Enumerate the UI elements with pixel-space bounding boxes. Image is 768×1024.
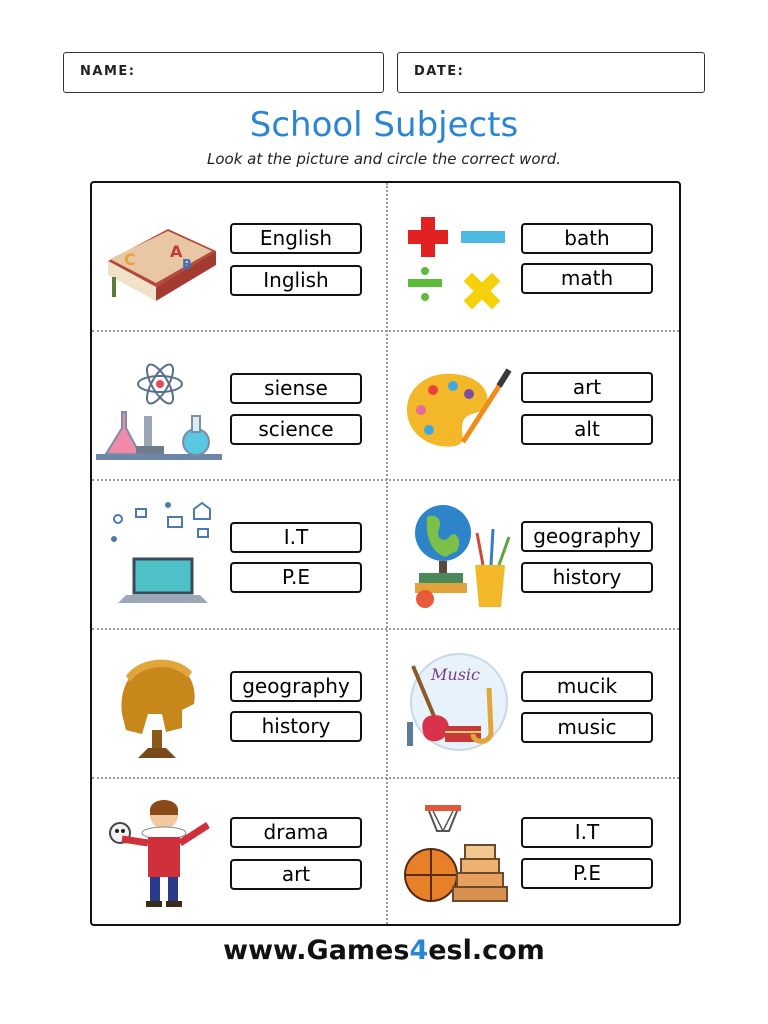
word-option[interactable]: I.T [230,522,362,553]
exercise-cell-math [387,183,680,331]
word-option[interactable]: art [230,859,362,890]
word-option[interactable]: drama [230,817,362,848]
svg-text:B: B [182,258,192,273]
helmet-icon [112,654,202,764]
word-option[interactable]: P.E [521,858,653,889]
name-field[interactable] [63,52,384,93]
word-option[interactable]: English [230,223,362,254]
footer-website [0,935,768,966]
footer-highlight: 4 [409,935,429,966]
word-option[interactable]: Inglish [230,265,362,296]
actor-icon [100,793,220,913]
footer-prefix: www.Games [223,935,410,966]
word-option[interactable]: math [521,263,653,294]
science-lab-icon [96,354,222,464]
word-option[interactable]: geography [521,521,653,552]
svg-text:C: C [124,250,136,269]
footer-suffix: esl.com [428,935,545,966]
exercise-cell-music [387,630,680,778]
worksheet-title: School Subjects [249,105,519,145]
word-option[interactable]: music [521,712,653,743]
word-option[interactable]: alt [521,414,653,445]
word-option[interactable]: geography [230,671,362,702]
exercise-cell-science [92,332,385,480]
word-option[interactable]: siense [230,373,362,404]
exercise-cell-geography [387,481,680,629]
word-option[interactable]: science [230,414,362,445]
exercise-cell-art [387,332,680,480]
word-option[interactable]: mucik [521,671,653,702]
exercise-cell-history [92,630,385,778]
exercise-cell-pe [387,779,680,927]
exercise-cell-english [92,183,385,331]
sports-equipment-icon [403,801,515,905]
exercise-grid [90,181,681,926]
exercise-cell-drama [92,779,385,927]
worksheet-instructions: Look at the picture and circle the correct word. [206,150,562,168]
word-option[interactable]: bath [521,223,653,254]
word-option[interactable]: art [521,372,653,403]
word-option[interactable]: history [230,711,362,742]
date-field[interactable] [397,52,705,93]
exercise-cell-it [92,481,385,629]
globe-icon [405,499,517,611]
paint-palette-icon [403,368,515,450]
word-option[interactable]: P.E [230,562,362,593]
date-label: DATE: [414,64,465,79]
svg-text:A: A [170,242,183,261]
word-option[interactable]: I.T [521,817,653,848]
book-icon [98,221,220,307]
music-text: Music [431,665,480,684]
math-symbols-icon [405,215,515,315]
laptop-icon [106,499,216,607]
music-instruments-icon [399,652,517,760]
name-label: NAME: [80,64,136,79]
word-option[interactable]: history [521,562,653,593]
